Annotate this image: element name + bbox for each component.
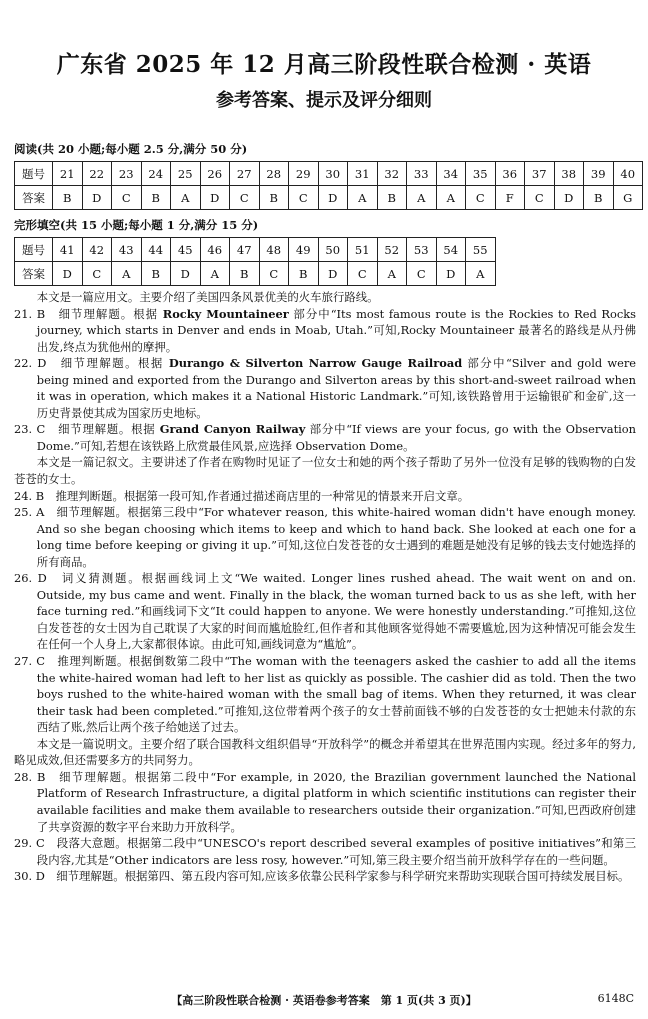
answer-cell: B — [584, 186, 614, 210]
explanation-24: 24. B 推理判断题。根据第一段可知,作者通过描述商店里的一种常见的情景来开启文章。 — [14, 488, 470, 503]
explanation-27: 27. C 推理判断题。根据倒数第二段中“The woman with the teenagers asked the cashier to add all the items the white-haired woman had left to her list as quickly as possible. The cashier did as told. Then the two boys rushed to the white-haired woman with the small bag of items. When they returned, it was clear their task had been completed.”可推知,这位带着两个孩子的女士替前面钱不够的白发苍苍的女士把她未付款的东西结了账,然后让两个孩子给她送了过去。 — [14, 654, 636, 735]
question-number-cell: 52 — [377, 238, 407, 262]
answer-cell: A — [436, 186, 466, 210]
answer-cell: A — [466, 262, 496, 286]
question-number-cell: 31 — [348, 162, 378, 186]
question-number-cell: 55 — [466, 238, 496, 262]
question-number-cell: 47 — [230, 238, 260, 262]
answer-cell: A — [407, 186, 437, 210]
answer-cell: A — [377, 262, 407, 286]
reading-answer-table — [14, 161, 643, 210]
explanation-25: 25. A 细节理解题。根据第三段中“For whatever reason, this white-haired woman didn't have enough money. And so she began choosing which items to keep and which to hand back. She looked at each one for a long time before keeping or giving it up.”可知,这位白发苍苍的女士遇到的难题是她没有足够的钱去支付她选择的所有商品。 — [14, 505, 636, 569]
question-number-cell: 45 — [171, 238, 201, 262]
page-title: 广东省 2025 年 12 月高三阶段性联合检测 · 英语 — [56, 51, 592, 78]
explanation-22: 22. D 细节理解题。根据 Durango & Silverton Narrow Gauge Railroad 部分中“Silver and gold were being mined and exported from the Durango and Silverton areas by this short-and-sweet railroad when it was in operation, which makes it a National Historic Landmark.”可知,该铁路曾用于运输银矿和金矿,这一历史背景使其成为国家历史地标。 — [14, 356, 637, 420]
reading-heading: 阅读(共 20 小题;每小题 2.5 分,满分 50 分) — [14, 142, 248, 156]
question-number-cell: 37 — [525, 162, 555, 186]
answer-cell: A — [171, 186, 201, 210]
question-number-cell: 26 — [200, 162, 230, 186]
page-subtitle: 参考答案、提示及评分细则 — [216, 90, 432, 111]
question-number-cell: 44 — [141, 238, 171, 262]
answer-cell: C — [348, 262, 378, 286]
explanation-21: 21. B 细节理解题。根据 Rocky Mountaineer 部分中“Its most famous route is the Rockies to Red Rocks journey, which starts in Denver and ends in Moab, Utah.”可知,Rocky Mountaineer 最著名的路线是从丹佛出发,终点为犹他州的摩押。 — [14, 306, 636, 354]
question-number-cell: 42 — [82, 238, 112, 262]
reading-number-row — [15, 162, 643, 186]
answer-cell: D — [554, 186, 584, 210]
answer-cell: B — [289, 262, 319, 286]
answer-cell: G — [613, 186, 643, 210]
question-number-cell: 49 — [289, 238, 319, 262]
question-number-cell: 43 — [112, 238, 142, 262]
answer-cell: A — [200, 262, 230, 286]
question-number-cell: 35 — [466, 162, 496, 186]
question-number-cell: 25 — [171, 162, 201, 186]
answer-cell: F — [495, 186, 525, 210]
row-label: 答案 — [15, 186, 53, 210]
question-number-cell: 54 — [436, 238, 466, 262]
answer-cell: C — [259, 262, 289, 286]
answer-cell: D — [436, 262, 466, 286]
answer-cell: D — [53, 262, 83, 286]
question-number-cell: 27 — [230, 162, 260, 186]
row-label: 题号 — [15, 162, 53, 186]
question-number-cell: 24 — [141, 162, 171, 186]
answer-cell: B — [259, 186, 289, 210]
question-number-cell: 39 — [584, 162, 614, 186]
answer-cell: C — [289, 186, 319, 210]
question-number-cell: 29 — [289, 162, 319, 186]
passage-c-summary: 本文是一篇说明文。主要介绍了联合国教科文组织倡导“开放科学”的概念并希望其在世界范围内实现。经过多年的努力,略见成效,但还需要多方的共同努力。 — [14, 736, 636, 768]
answer-cell: C — [525, 186, 555, 210]
answer-cell: D — [318, 262, 348, 286]
question-number-cell: 51 — [348, 238, 378, 262]
question-number-cell: 32 — [377, 162, 407, 186]
row-label: 答案 — [15, 262, 53, 286]
answer-cell: C — [466, 186, 496, 210]
question-number-cell: 33 — [407, 162, 437, 186]
cloze-heading: 完形填空(共 15 小题;每小题 1 分,满分 15 分) — [14, 218, 259, 232]
question-number-cell: 50 — [318, 238, 348, 262]
question-number-cell: 28 — [259, 162, 289, 186]
answer-cell: B — [141, 262, 171, 286]
answer-cell: C — [407, 262, 437, 286]
footer-code: 6148C — [597, 992, 634, 1005]
question-number-cell: 53 — [407, 238, 437, 262]
explanation-28: 28. B 细节理解题。根据第二段中“For example, in 2020, the Brazilian government launched the National Platform of Research Infrastructure, a digital platform in which scientific institutions can register their available facilities and make them available to researchers outside their organization.”可知,巴西政府创建了共享资源的数字平台来助力开放科学。 — [14, 769, 636, 834]
question-number-cell: 48 — [259, 238, 289, 262]
row-label: 题号 — [15, 238, 53, 262]
question-number-cell: 22 — [82, 162, 112, 186]
explanation-23: 23. C 细节理解题。根据 Grand Canyon Railway 部分中“If views are your focus, go with the Observation Dome.”可知,若想在该铁路上欣赏最佳风景,应选择 Observation Dome。 — [14, 422, 636, 453]
passage-a-summary: 本文是一篇应用文。主要介绍了美国四条风景优美的火车旅行路线。 — [36, 290, 379, 304]
question-number-cell: 23 — [112, 162, 142, 186]
answer-cell: C — [112, 186, 142, 210]
cloze-number-row — [15, 238, 496, 262]
cloze-answer-table — [14, 237, 496, 286]
question-number-cell: 34 — [436, 162, 466, 186]
answer-cell: D — [200, 186, 230, 210]
explanation-26: 26. D 词义猜测题。根据画线词上文“We waited. Longer lines rushed ahead. The wait went on and on. Outside, my bus came and went. Finally in the black, the woman turned back to us as she left, with her face turning red.”和画线词下文“It could happen to anyone. We were honestly understanding.”可推知,这位白发苍苍的女士因为自己耽误了大家的时间而尴尬脸红,但作者和其他顾客觉得她不需要尴尬,因为这种情况可能会发生在任何一个人身上,大家都很体谅。由此可知,画线词意为“尴尬”。 — [14, 571, 636, 652]
answer-cell: B — [141, 186, 171, 210]
answer-cell: C — [230, 186, 260, 210]
explanation-30: 30. D 细节理解题。根据第四、第五段内容可知,应该多依靠公民科学家参与科学研究来帮助实现联合国可持续发展目标。 — [14, 869, 630, 884]
answer-cell: B — [230, 262, 260, 286]
answer-cell: C — [82, 262, 112, 286]
answer-explanations — [14, 289, 636, 885]
cloze-answer-row — [15, 262, 496, 286]
question-number-cell: 41 — [53, 238, 83, 262]
answer-cell: D — [318, 186, 348, 210]
question-number-cell: 46 — [200, 238, 230, 262]
passage-b-summary: 本文是一篇记叙文。主要讲述了作者在购物时见证了一位女士和她的两个孩子帮助了另外一位没有足够的钱购物的白发苍苍的女士。 — [14, 455, 636, 487]
reading-answer-row — [15, 186, 643, 210]
question-number-cell: 30 — [318, 162, 348, 186]
answer-cell: D — [82, 186, 112, 210]
question-number-cell: 38 — [554, 162, 584, 186]
question-number-cell: 40 — [613, 162, 643, 186]
answer-cell: D — [171, 262, 201, 286]
answer-cell: B — [377, 186, 407, 210]
answer-cell: A — [112, 262, 142, 286]
question-number-cell: 21 — [53, 162, 83, 186]
footer-page-info: 【高三阶段性联合检测 · 英语卷参考答案 第 1 页(共 3 页)】 — [171, 994, 477, 1007]
explanation-29: 29. C 段落大意题。根据第二段中“UNESCO's report described several examples of positive initiatives”和第三段内容,尤其是“Other indicators are less rosy, however.”可知,第三段主要介绍当前开放科学存在的一些问题。 — [14, 836, 636, 867]
question-number-cell: 36 — [495, 162, 525, 186]
answer-cell: A — [348, 186, 378, 210]
answer-cell: B — [53, 186, 83, 210]
